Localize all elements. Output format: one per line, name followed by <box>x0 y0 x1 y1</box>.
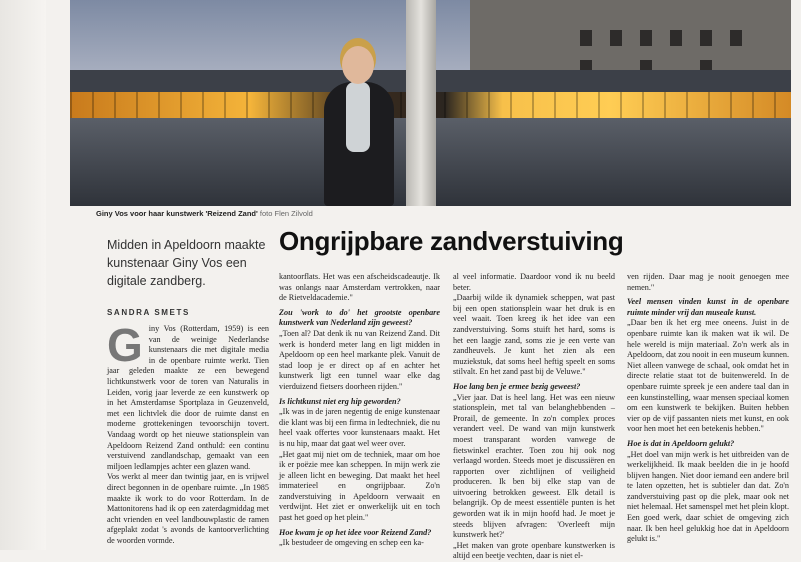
paragraph: ven rijden. Daar mag je nooit genoegen mee nemen." <box>627 272 789 292</box>
paragraph: Vos werkt al meer dan twintig jaar, en is vrijwel direct begonnen in de openbare ruimte. „In 1985 maakte ik work to do voor Rotterdam. In de Mattonitorens had ik op een zaterdagmiddag met acht vrienden en veel landbouwplastic de ramen afgeplakt zodat 's avonds de kantoorverlichting de woorden vormde. <box>107 472 269 545</box>
paragraph: iny Vos (Rotterdam, 1959) is een van de weinige Nederlandse kunstenaars die met digitale media in de openbare ruimte werkt. Tien jaar geleden maakte ze een bewegend lichtkunstwerk voor de toren van Naturalis in Leiden, vorig jaar leverde ze een kunstwerk op in het Amsterdamse Sportplaza in Geuzenveld, met een lichtvlek die door de ruimte danst en moderne grottekeningen tevoorschijn tovert. Vandaag wordt op het nieuwe stationsplein van Apeldoorn Reizend Zand onthuld: een continu verstuivend zandlandschap, gemaakt van een miljoen ledlampjes achter een glazen wand. <box>107 324 269 471</box>
building-window <box>700 30 712 46</box>
photo-person <box>320 46 398 206</box>
page-gutter <box>0 0 46 550</box>
paragraph: „Ik bestudeer de omgeving en schep een ka- <box>279 538 424 548</box>
paragraph: „Vier jaar. Dat is heel lang. Het was een nieuw stationsplein, met tal van belanghebbenden – Prorail, de gemeente. In zo'n complex proces verandert veel. De wand van mijn kunstwerk moest transparant worden vanwege de fietswinkel erachter. Toen zou hij ook nog verlaagd worden. Steeds moet je discussiëren en rapporten over zichtlijnen of veiligheid produceren. Ik ben bij elke stap van de uitvoering betrokken geweest. Elk detail is belangrijk. Op de meest essentiële punten is het geworden wat ik in mijn hoofd had. Je moet je steeds blijven afvragen: 'Overleeft mijn kunstwerk het?' <box>453 392 615 540</box>
building-window <box>670 30 682 46</box>
building-window <box>580 30 592 46</box>
photo-caption <box>96 209 313 218</box>
article-photo <box>70 0 791 206</box>
article-column-1 <box>107 319 269 546</box>
interview-question: Zou 'work to do' het grootste openbare kunstwerk van Nederland zijn geweest? <box>279 307 440 328</box>
drop-cap: G <box>107 319 143 371</box>
article-deck: Midden in Apeldoorn maakte kunstenaar Giny Vos een digitale zandberg. <box>107 238 266 288</box>
building-window <box>610 30 622 46</box>
article-column-2 <box>279 272 440 549</box>
interview-question: Veel mensen vinden kunst in de openbare ruimte minder vrij dan museale kunst. <box>627 297 789 317</box>
paragraph: „Het maken van grote openbare kunstwerken is altijd een beetje vechten, daar is niet el- <box>453 540 615 561</box>
building-window <box>640 30 652 46</box>
article-column-3 <box>453 272 615 562</box>
person-scarf <box>346 82 370 152</box>
article-headline: Ongrijpbare zandverstuiving <box>279 226 624 256</box>
paragraph: kantoorflats. Het was een afscheidscadeautje. Ik was onlangs naar Amsterdam vertrokken, naar de Rietveldacademie." <box>279 272 440 303</box>
building-window <box>730 30 742 46</box>
paragraph: al veel informatie. Daardoor vond ik nu beeld beter. <box>453 272 615 292</box>
paragraph: „Ik was in de jaren negentig de enige kunstenaar die klant was bij een firma in ledtechniek, die nu heel vaak offertes voor kunstenaars maakt. Het is nu hip, maar dat gaat wel weer over. <box>279 407 440 448</box>
article-byline: SANDRA SMETS <box>107 308 190 317</box>
paragraph: „Het gaat mij niet om de techniek, maar om hoe ik er poëzie mee kan scheppen. In mijn werk zie je alleen licht en beweging. Dat maakt het heel immaterieel en ongrijpbaar. Zo'n zandverstuiving in Apeldoorn verwaait en verdwijnt. Het ziet er onwerkelijk uit en toch past het goed op het plein." <box>279 449 440 523</box>
paragraph: „Daarbij wilde ik dynamiek scheppen, wat past bij een open stationsplein waar het druk is en veel waait. Toen kreeg ik het idee van een zandverstuiving. Soms stuift het hard, soms is het een laagje zand, soms zie je een verte van zandheuvels. Je kunt het zien als een muziekstuk, dat soms heel heftig speelt en soms stilvalt. En het zand past bij de Veluwe." <box>453 293 615 377</box>
interview-question: Is lichtkunst niet erg hip geworden? <box>279 396 401 406</box>
interview-question: Hoe lang ben je ermee bezig geweest? <box>453 381 581 391</box>
paragraph: „Daar ben ik het erg mee oneens. Juist in de openbare ruimte kan ik maken wat ik wil. De hele wereld is mijn materiaal. Zo'n werk als in Apeldoorn, dat zou nooit in een museum kunnen. Niet alleen vanwege de schaal, ook omdat het in directe relatie staat tot de buitenwereld. In de openbare ruimte spreek je een andere taal dan in een kunstinstelling, waar mensen speciaal komen om een kunstwerk te bekijken. Buiten hebben vier op de vijf passanten niets met kunst, en ook voor hen moet het een betekenis hebben." <box>627 318 789 434</box>
paragraph: „Het doel van mijn werk is het uitbreiden van de werkelijkheid. Ik maak beelden die in je hoofd blijven hangen. Niet door iemand een andere bril te laten opzetten, het is subtieler dan dat. Zo'n zandverstuiving past op die plek, maar ook net niet helemaal. Het samenspel met het plein klopt. Een goed werk, daar schiet de omgeving zich naar. Ik ben heel gelukkig hoe dat in Apeldoorn gelukt is." <box>627 449 789 544</box>
article-column-4 <box>627 272 789 545</box>
paragraph: „Toen al? Dat denk ik nu van Reizend Zand. Dit werk is honderd meter lang en ligt midden in Apeldoorn op een heel markante plek. Vanuit de stad loop je er direct op af en achter het kunstwerk ligt een tunnel waar elke dag vierduizend fietsers doorheen rijden." <box>279 328 440 391</box>
caption-text: Giny Vos voor haar kunstwerk 'Reizend Zand' <box>96 209 258 218</box>
interview-question: Hoe is dat in Apeldoorn gelukt? <box>627 438 735 448</box>
person-head <box>342 46 374 84</box>
interview-question: Hoe kwam je op het idee voor Reizend Zand? <box>279 527 432 537</box>
photo-credit: foto Flen Zilvold <box>259 209 313 218</box>
photo-pillar <box>406 0 436 206</box>
